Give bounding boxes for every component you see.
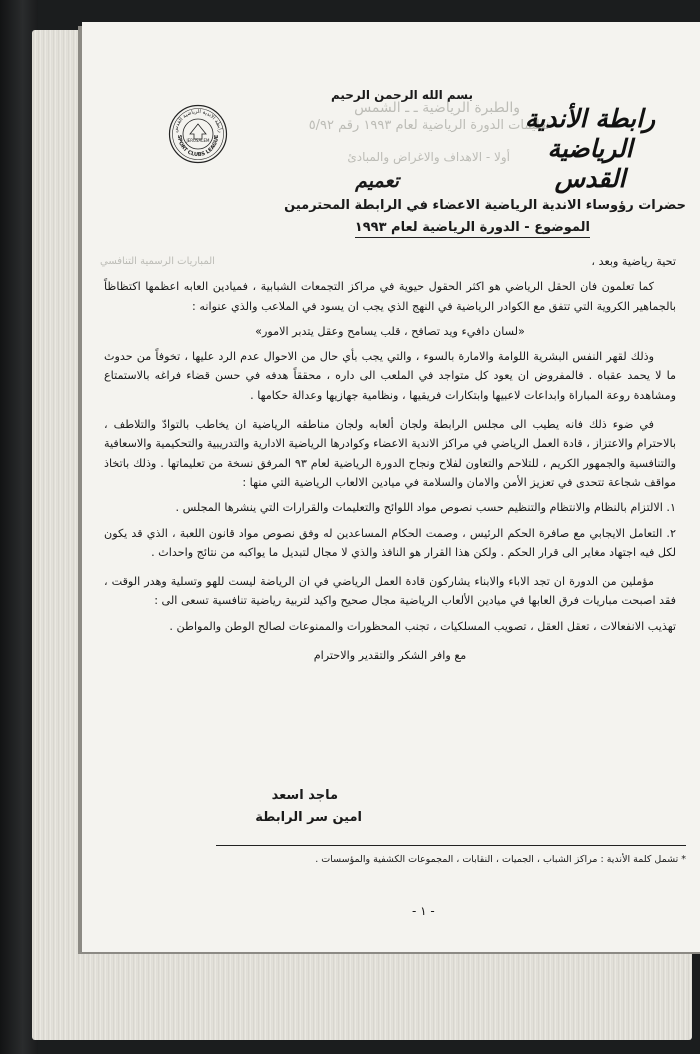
paragraph-goals: تهذيب الانفعالات ، تعقل العقل ، تصويب المسلكيات ، تجنب المحظورات والممنوعات لصالح الوطن والمواطن . bbox=[169, 619, 676, 633]
letter-page bbox=[82, 22, 700, 952]
league-seal-logo bbox=[168, 104, 228, 164]
organization-name-line1: رابطة الأندية الرياضية bbox=[524, 104, 656, 163]
seal-arabic-text: رابطة الاندية الرياضية القدس bbox=[172, 108, 223, 134]
seal-emblem-icon bbox=[190, 124, 206, 139]
signatory-title: امين سر الرابطة bbox=[255, 810, 362, 825]
closing-line: مع وافر الشكر والتقدير والاحترام bbox=[313, 649, 467, 663]
svg-text:رابطة الاندية الرياضية القدس bbox=[173, 109, 223, 133]
bleed-through-note: المباريات الرسمية التنافسي bbox=[100, 256, 215, 267]
bleed-through-heading: والطبرة الرياضية ـ ـ الشمس bbox=[354, 100, 520, 116]
footnote-divider bbox=[216, 845, 686, 846]
bleed-through-line: تعليمات الدورة الرياضية لعام ١٩٩٣ رقم ٥/٩٢ bbox=[308, 118, 550, 133]
motto-quote: «لسان دافيء ويد تصافح ، قلب يسامح وعقل يتدبر الامور» bbox=[255, 324, 525, 338]
footnote: * تشمل كلمة الأندية : مراكز الشباب ، الجميات ، النقابات ، المجموعات الكشفية والمؤسسات . bbox=[315, 854, 686, 865]
seal-city-text: JERUSALEM bbox=[186, 138, 210, 143]
seal-english-text: SPORT CLUBS LEAGUE bbox=[175, 134, 221, 159]
paragraph-hope: مؤملين من الدورة ان تجد الاباء والابناء يشاركون قادة العمل الرياضي في ان الرياضة ليست للهو وتسلية وهدر الوقت ، فقد اصبحت مباريات فرق العابها في ميادين الألعاب الرياضية مجال صحيح واكيد لتربية رياضية تنافسية تسعى الى : bbox=[104, 575, 676, 608]
paragraph-intro: كما تعلمون فان الحقل الرياضي هو اكثر الحقول حيوية في مراكز التجمعات الشبابية ، فميادين العابه اعظمها اكتظاظاً بالجماهير الكروية التي تتفق مع الكوادر الرياضية في النهج الذي يجب ان يسود في الملاعب والذي عنوانه : bbox=[104, 280, 676, 313]
page-number: - ١ - bbox=[412, 904, 435, 918]
basmala: بسم الله الرحمن الرحيم bbox=[330, 88, 474, 102]
subject-line: الموضوع - الدورة الرياضية لعام ١٩٩٣ bbox=[355, 220, 590, 238]
signatory-name: ماجد اسعد bbox=[271, 788, 338, 803]
greeting: تحية رياضية وبعد ، bbox=[591, 255, 676, 268]
circular-title: تعميم bbox=[355, 170, 399, 192]
paragraph-purpose: وذلك لقهر النفس البشرية اللوامة والامارة بالسوء ، والتي يجب بأي حال من الاحوال عدم الرد عليها ، تخوفاً من حدوث ما لا يحمد عقباه . فالمفروض ان يعود كل متواجد في الملعب الى داره ، محققاً هدفه في حسن قضاء فراغه بالاستمتاع ومشاهدة روعة المباراة وابداعات لاعبيها وابتكارات فريقيها ، ونظامية جهازيها وعدالة حكامها . bbox=[104, 350, 676, 402]
addressee-line: حضرات رؤوساء الاندية الرياضية الاعضاء في الرابطة المحترمين bbox=[284, 198, 686, 213]
letter-body bbox=[104, 252, 676, 671]
bleed-through-section: أولا - الاهداف والاغراض والمبادئ bbox=[347, 150, 510, 164]
list-item-2: ٢. التعامل الايجابي مع صافرة الحكم الرئيس ، وصمت الحكام المساعدين له وفق نصوص مواد قانون اللعبة ، الذي قد يكون لكل فيه اجتهاد مغاير الى قرار الحكم . ولكن هذا القرار هو النافذ والذي لا مجال لتبديل ما يواكبه من نتائج واحداث . bbox=[104, 526, 676, 559]
list-item-1: ١. الالتزام بالنظام والانتظام والتنظيم حسب نصوص مواد اللوائح والتعليمات والقرارات التي ينشرها المجلس . bbox=[175, 501, 676, 515]
organization-name bbox=[490, 104, 690, 194]
paragraph-appeal: في ضوء ذلك فانه يطيب الى مجلس الرابطة ولجان ألعابه ولجان مناطقه الرياضية ان يخاطب بالتوادّ والتلاطف ، بالاحترام والاعتزاز ، قادة العمل الرياضي في مراكز الاندية الاعضاء وكوادرها الرياضية الادارية والتدريبية والتحكيمية والاسعافية والتنافسية والجمهور الكريم ، للتلاحم والتعاون لفلاح ونجاح الدورة الرياضية لعام ٩٣ المرفق نسخة من تعليماتها . وذلك باتخاذ مواقف شجاعة تتحدى في تعزيز الأمن والامان والسلامة في ميادين الالعاب الرياضية التي منها : bbox=[104, 418, 676, 489]
organization-name-line2: القدس bbox=[554, 164, 626, 193]
